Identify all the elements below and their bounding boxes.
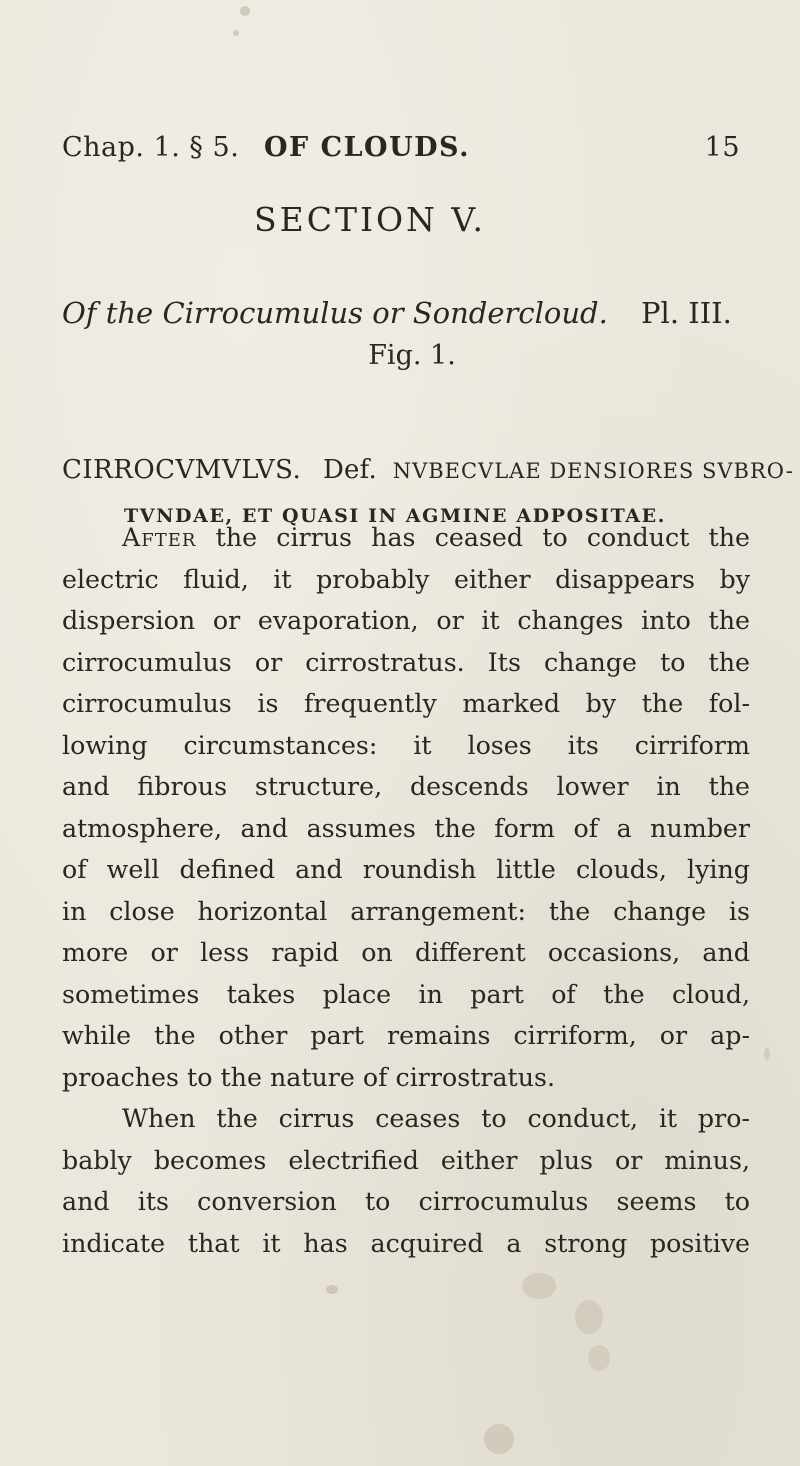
paragraph-1-line: of well defined and roundish little clouds, lying bbox=[62, 855, 750, 884]
paragraph-1-line: electric fluid, it probably either disappears by bbox=[62, 564, 750, 594]
paragraph-1-line: in close horizontal arrangement: the change is bbox=[62, 896, 750, 926]
paper-speck bbox=[764, 1048, 770, 1060]
paper-speck bbox=[326, 1285, 338, 1294]
section-subtitle bbox=[62, 296, 752, 330]
paragraph-1-line: dispersion or evaporation, or it changes into the bbox=[62, 606, 750, 635]
paragraph-2-line: indicate that it has acquired a strong positive bbox=[62, 1228, 750, 1258]
plate-reference: Pl. III. bbox=[641, 296, 732, 330]
definition-text-line-1: NVBECVLAE DENSIORES SVBRO- bbox=[392, 459, 794, 483]
paper-speck bbox=[522, 1273, 556, 1299]
running-head bbox=[62, 132, 740, 172]
paragraph-1-line: atmosphere, and assumes the form of a number bbox=[62, 813, 750, 843]
paragraph-1-line: more or less rapid on different occasions, and bbox=[62, 938, 750, 967]
figure-reference: Fig. 1. bbox=[368, 340, 456, 371]
paragraph-1-line: proaches to the nature of cirrostratus. bbox=[62, 1062, 556, 1092]
definition-text-line-2: TVNDAE, ET QUASI IN AGMINE ADPOSITAE. bbox=[124, 505, 666, 527]
running-title: OF CLOUDS. bbox=[264, 132, 470, 163]
chapter-reference: Chap. 1. § 5. bbox=[62, 132, 240, 163]
body-text bbox=[62, 517, 750, 1264]
subtitle-text: Of the Cirrocumulus or Sondercloud. bbox=[62, 296, 608, 330]
paragraph-1-line: After the cirrus has ceased to conduct the bbox=[122, 523, 750, 552]
paper-speck bbox=[575, 1300, 603, 1334]
definition-block bbox=[62, 455, 794, 527]
paragraph-2-line: and its conversion to cirrocumulus seems to bbox=[62, 1187, 750, 1216]
paragraph-1-line: lowing circumstances: it loses its cirriform bbox=[62, 730, 750, 760]
definition-term: CIRROCVMVLVS. bbox=[62, 455, 302, 485]
paragraph-1-line: while the other part remains cirriform, or ap- bbox=[62, 1021, 750, 1050]
section-heading: SECTION V. bbox=[254, 200, 486, 239]
paragraph-1-line: and fibrous structure, descends lower in the bbox=[62, 772, 750, 801]
paper-speck bbox=[484, 1424, 514, 1454]
paper-speck bbox=[240, 6, 250, 16]
paragraph-1-line: sometimes takes place in part of the cloud, bbox=[62, 979, 750, 1009]
paragraph-2-line: bably becomes electrified either plus or minus, bbox=[62, 1145, 750, 1175]
paragraph-1-line: cirrocumulus or cirrostratus. Its change to the bbox=[62, 647, 750, 677]
paper-speck bbox=[588, 1345, 610, 1371]
page-number: 15 bbox=[704, 132, 740, 163]
drop-word: After bbox=[122, 523, 197, 552]
definition-label: Def. bbox=[323, 455, 377, 485]
paper-speck bbox=[233, 30, 239, 36]
paragraph-2-line: When the cirrus ceases to conduct, it pro- bbox=[122, 1104, 750, 1133]
paragraph-1-line: cirrocumulus is frequently marked by the fol- bbox=[62, 689, 750, 718]
